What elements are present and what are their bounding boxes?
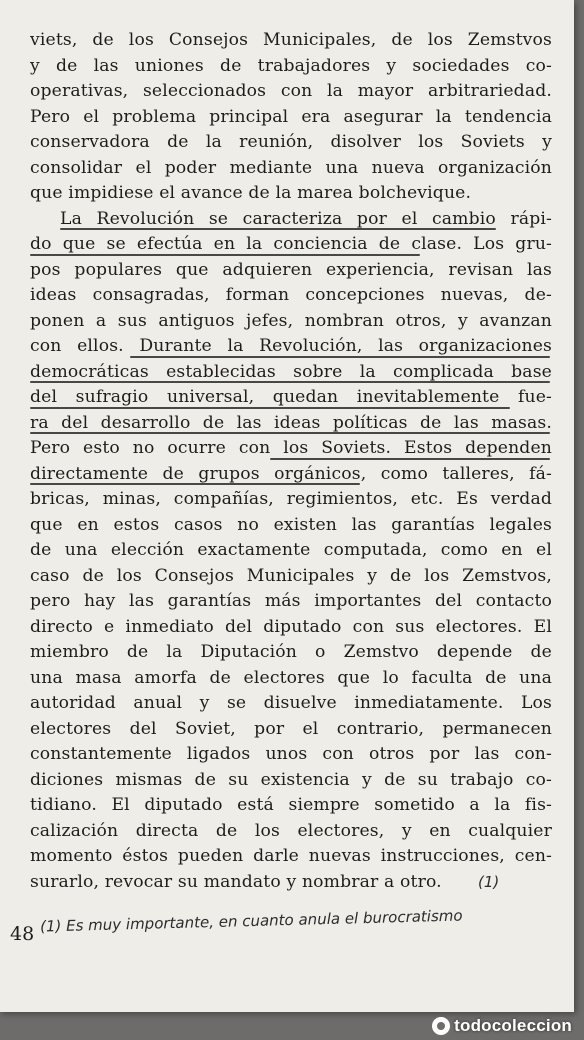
pencil-underline — [30, 432, 550, 434]
text-line: caso de los Consejos Municipales y de los Zemstvos, — [30, 565, 552, 586]
pencil-underline — [30, 381, 550, 383]
text-line: momento éstos pueden darle nuevas instrucciones, cen- — [30, 846, 552, 866]
text-line: constantemente ligados unos con otros por las con- — [30, 744, 552, 764]
text-line: operativas, seleccionados con la mayor arbitrariedad. — [30, 81, 552, 101]
text-line: Pero el problema principal era asegurar la tendencia — [30, 106, 552, 127]
watermark — [432, 1016, 572, 1036]
text-line: La Revolución se caracteriza por el cambio rápi- — [60, 208, 552, 229]
pencil-underline — [30, 483, 360, 485]
body-text — [30, 28, 552, 895]
watermark-text: todocoleccion — [454, 1016, 572, 1035]
text-line: y de las uniones de trabajadores y sociedades co- — [30, 55, 552, 76]
pencil-underline — [30, 254, 420, 256]
page-number: 48 — [10, 923, 35, 945]
text-line: una masa amorfa de electores que lo faculta de una — [30, 667, 552, 688]
text-line: pero hay las garantías más importantes del contacto — [30, 591, 552, 611]
text-line: democráticas establecidas sobre la complicada base — [30, 361, 552, 382]
text-line: ideas consagradas, forman concepciones nuevas, de- — [30, 285, 552, 305]
watermark-logo-icon — [432, 1017, 450, 1035]
text-line: autoridad anual y se disuelve inmediatamente. Los — [30, 693, 552, 713]
text-line: ponen a sus antiguos jefes, nombran otros, y avanzan — [30, 310, 552, 331]
text-line: surarlo, revocar su mandato y nombrar a otro. — [30, 871, 442, 892]
text-line: consolidar el poder mediante una nueva organización — [30, 157, 552, 178]
text-line: del sufragio universal, quedan inevitablemente fue- — [30, 387, 552, 407]
text-line: que impidiese el avance de la marea bolchevique. — [30, 183, 472, 203]
text-line: electores del Soviet, por el contrario, permanecen — [30, 718, 552, 739]
text-line: viets, de los Consejos Municipales, de los Zemstvos — [30, 30, 552, 50]
text-line: tidiano. El diputado está siempre sometido a la fis- — [30, 795, 552, 815]
pencil-underline — [60, 228, 496, 230]
text-line: calización directa de los electores, y en cualquier — [30, 820, 552, 841]
text-line: bricas, minas, compañías, regimientos, etc. Es verdad — [30, 489, 552, 509]
text-line: que en estos casos no existen las garantías legales — [30, 514, 552, 535]
pencil-underline — [130, 356, 550, 358]
text-line: con ellos. Durante la Revolución, las organizaciones — [30, 336, 552, 356]
text-line: directo e inmediato del diputado con sus electores. El — [30, 616, 552, 637]
handwritten-footnote-mark: (1) — [478, 873, 500, 891]
text-line: conservadora de la reunión, disolver los Soviets y — [30, 132, 552, 152]
text-line: do que se efectúa en la conciencia de clase. Los gru- — [30, 234, 552, 254]
text-line: miembro de la Diputación o Zemstvo depende de — [30, 642, 552, 662]
text-line: de una elección exactamente computada, como en el — [30, 540, 552, 560]
text-line: Pero esto no ocurre con los Soviets. Estos dependen — [30, 438, 552, 458]
handwritten-note: (1) Es muy importante, en cuanto anula el burocratismo — [39, 906, 463, 936]
text-line: pos populares que adquieren experiencia, revisan las — [30, 259, 552, 280]
pencil-underline — [30, 407, 510, 409]
pencil-underline — [270, 458, 550, 460]
text-line: directamente de grupos orgánicos, como talleres, fá- — [30, 463, 552, 484]
text-line: diciones mismas de su existencia y de su trabajo co- — [30, 769, 552, 790]
text-line: ra del desarrollo de las ideas políticas de las masas. — [30, 412, 552, 433]
